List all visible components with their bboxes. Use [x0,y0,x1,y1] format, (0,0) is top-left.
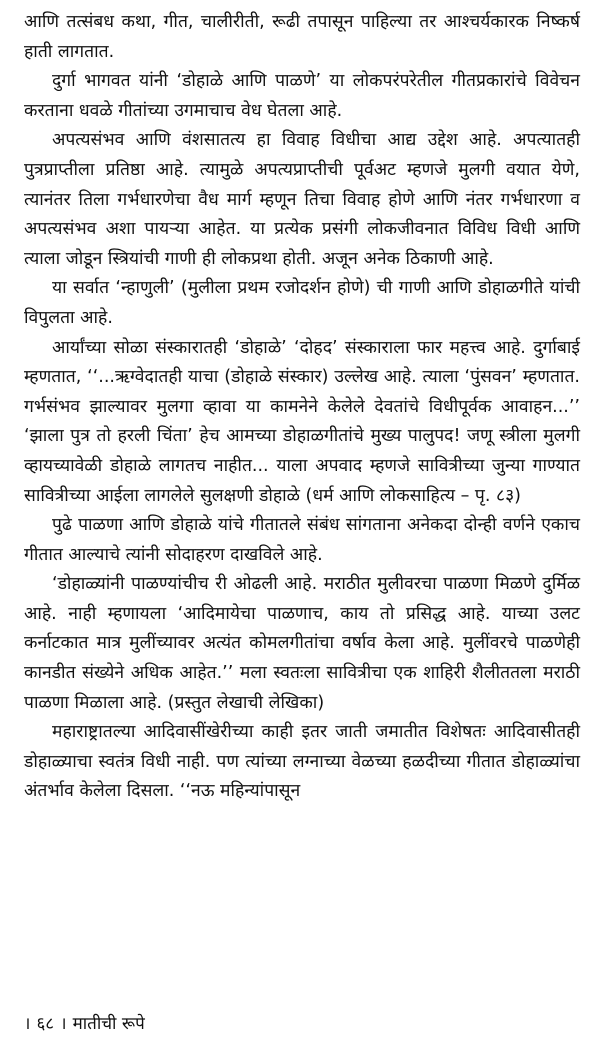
paragraph: दुर्गा भागवत यांनी ‘डोहाळे आणि पाळणे’ या लोकपरंपरेतील गीतप्रकारांचे विवेचन करताना धवळे गीतांच्या उगमाचाच वेध घेतला आहे. [24,71,580,121]
book-title: मातीची रूपे [72,1014,145,1034]
paragraph: महाराष्ट्रातल्या आदिवासींखेरीच्या काही इतर जाती जमातीत विशेषतः आदिवासीतही डोहाळ्याचा स्वतंत्र विधी नाही. पण त्यांच्या लग्नाच्या वेळच्या हळदीच्या गीतात डोहाळ्यांचा अंतर्भाव केलेला दिसला. ‘‘नऊ महिन्यांपासून [24,722,580,802]
paragraph: आणि तत्संबध कथा, गीत, चालीरीती, रूढी तपासून पाहिल्या तर आश्चर्यकारक निष्कर्ष हाती लागतात. [24,12,580,62]
paragraph: ‘डोहाळ्यांनी पाळण्यांचीच री ओढली आहे. मराठीत मुलीवरचा पाळणा मिळणे दुर्मिळ आहे. नाही म्हणायला ‘आदिमायेचा पाळणाच, काय तो प्रसिद्ध आहे. याच्या उलट कर्नाटकात मात्र मुलींच्यावर अत्यंत कोमलगीतांचा वर्षाव केला आहे. मुलींवरचे पाळणेही कानडीत संख्येने अधिक आहेत.’’ मला स्वतःला सावित्रीचा एक शाहिरी शैलीततला मराठी पाळणा मिळाला आहे. (प्रस्तुत लेखाची लेखिका) [24,574,580,713]
paragraph: आर्यांच्या सोळा संस्कारातही ‘डोहाळे’ ‘दोहद’ संस्काराला फार महत्त्व आहे. दुर्गाबाई म्हणतात, ‘‘...ऋग्वेदातही याचा (डोहाळे संस्कार) उल्लेख आहे. त्याला ‘पुंसवन’ म्हणतात. गर्भसंभव झाल्यावर मुलगा व्हावा या कामनेने केलेले देवतांचे विधीपूर्वक आवाहन...’’ ‘झाला पुत्र तो हरली चिंता’ हेच आमच्या डोहाळगीतांचे मुख्य पालुपद! जणू स्त्रीला मुलगी व्हायच्यावेळी डोहाळे लागतच नाहीत... याला अपवाद म्हणजे सावित्रीच्या जुन्या गाण्यात सावित्रीच्या आईला लागलेले सुलक्षणी डोहाळे (धर्म आणि लोकसाहित्य – पृ. ८३) [24,337,580,506]
page-number: ६८ [36,1014,55,1034]
page-body [24,8,580,807]
paragraph: पुढे पाळणा आणि डोहाळे यांचे गीतातले संबंध सांगताना अनेकदा दोन्ही वर्णने एकाच गीतात आल्याचे त्यांनी सोदाहरण दाखविले आहे. [24,515,580,565]
paragraph: या सर्वात ‘न्हाणुली’ (मुलीला प्रथम रजोदर्शन होणे) ची गाणी आणि डोहाळगीते यांची विपुलता आहे. [24,278,580,328]
footer-divider: । [24,1014,31,1034]
page-footer [18,1012,145,1036]
footer-divider: । [60,1014,67,1034]
paragraph: अपत्यसंभव आणि वंशसातत्य हा विवाह विधीचा आद्य उद्देश आहे. अपत्यातही पुत्रप्राप्तीला प्रतिष्ठा आहे. त्यामुळे अपत्यप्राप्तीची पूर्वअट म्हणजे मुलगी वयात येणे, त्यानंतर तिला गर्भधारणेचा वैध मार्ग म्हणून तिचा विवाह होणे आणि नंतर गर्भधारणा व अपत्यसंभव अशा पायऱ्या आहेत. या प्रत्येक प्रसंगी लोकजीवनात विविध विधी आणि त्याला जोडून स्त्रियांची गाणी ही लोकप्रथा होती. अजून अनेक ठिकाणी आहे. [24,130,580,269]
